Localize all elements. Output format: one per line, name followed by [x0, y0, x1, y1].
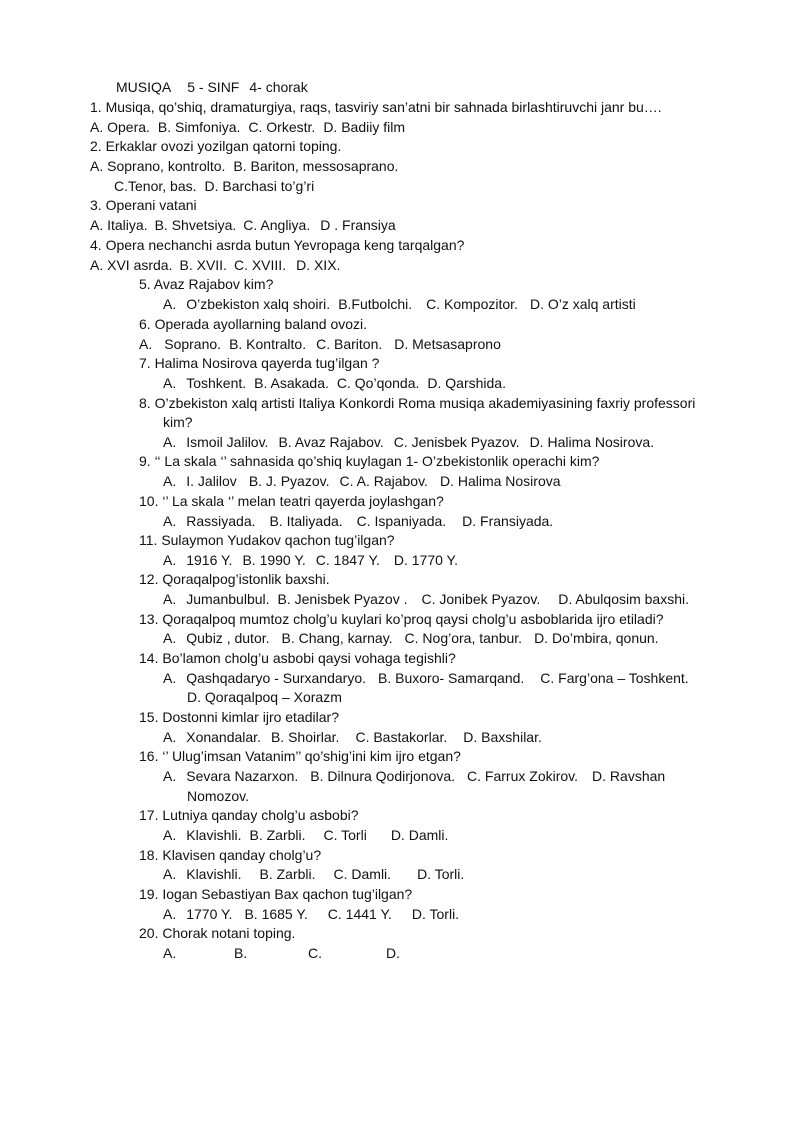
option-letter: A. — [163, 670, 177, 686]
option-b: B.Futbolchi. — [338, 296, 413, 312]
option-letter: A. — [163, 513, 177, 529]
option-c: C. A. Rajabov. — [339, 473, 428, 489]
option-a: Klavishli. — [186, 866, 242, 882]
option-b: B. Chang, karnay. — [281, 630, 393, 646]
answer-options — [163, 295, 636, 314]
option-a: A. Italiya. — [90, 217, 148, 233]
answer-options — [90, 157, 398, 176]
question-text: 2. Erkaklar ovozi yozilgan qatorni toping. — [90, 138, 342, 154]
answer-options — [163, 590, 689, 609]
option-c: C. Bariton. — [316, 336, 383, 352]
option-c: C. — [308, 945, 322, 961]
question-text: 15. Dostonni kimlar ijro etadilar? — [139, 709, 339, 725]
option-d: D. Halima Nosirova — [439, 473, 561, 489]
question-text: 1. Musiqa, qo’shiq, dramaturgiya, raqs, tasviriy san’atni bir sahnada birlashtiruvchi janr bu…. — [90, 99, 662, 115]
option-a: A. Soprano, kontrolto. — [90, 158, 226, 174]
option-d: D. 1770 Y. — [393, 552, 458, 568]
option-b: B. Buxoro- Samarqand. — [378, 670, 525, 686]
subject-title: MUSIQA — [116, 79, 172, 95]
option-letter: A. — [163, 591, 177, 607]
option-d: D. Do’mbira, qonun. — [534, 630, 659, 646]
option-b: B. XVII. — [179, 257, 227, 273]
option-b: B. Bariton, messosaprano. — [233, 158, 399, 174]
question-text: 10. ‘’ La skala ‘’ melan teatri qayerda joylashgan? — [139, 493, 444, 509]
option-a: A. Opera. — [90, 119, 150, 135]
option-c: C. Damli. — [333, 866, 392, 882]
option-a: Jumanbulbul. — [186, 591, 270, 607]
question-text: 20. Chorak notani toping. — [139, 925, 296, 941]
option-b: B. Italiyada. — [269, 513, 343, 529]
option-a: Rassiyada. — [186, 513, 256, 529]
option-letter: A. — [163, 375, 177, 391]
answer-options — [163, 472, 561, 491]
question-text-continued: kim? — [163, 414, 193, 430]
option-letter: A. — [163, 434, 177, 450]
answer-options — [163, 629, 659, 648]
option-d: D. Damli. — [390, 827, 449, 843]
question-text: 13. Qoraqalpoq mumtoz cholg’u kuylari ko’proq qaysi cholg’u asboblarida ijro etiladi? — [139, 611, 664, 627]
option-d: D. Fransiyada. — [462, 513, 554, 529]
answer-options — [114, 177, 314, 196]
answer-options — [163, 433, 654, 452]
answer-options — [90, 216, 396, 235]
option-d: D. Qarshida. — [427, 375, 506, 391]
option-b: B. Asakada. — [254, 375, 329, 391]
answer-options — [163, 374, 506, 393]
option-d: D . Fransiya — [320, 217, 396, 233]
option-b: B. Zarbli. — [249, 827, 306, 843]
option-a: Toshkent. — [186, 375, 247, 391]
option-letter: A. — [163, 552, 177, 568]
answer-options — [163, 669, 689, 688]
option-d: D. Torli. — [411, 906, 460, 922]
option-b: B. Kontralto. — [229, 336, 307, 352]
option-c: C. Farrux Zokirov. — [467, 768, 579, 784]
option-b: B. Shvetsiya. — [154, 217, 237, 233]
answer-options — [163, 767, 665, 786]
option-a: Qashqadaryo - Surxandaryo. — [186, 670, 366, 686]
option-c: C. Kompozitor. — [426, 296, 518, 312]
option-d: D. Ravshan — [592, 768, 666, 784]
answer-options — [90, 118, 405, 137]
answer-options — [163, 551, 458, 570]
option-a: Xonandalar. — [186, 729, 261, 745]
question-text: 4. Opera nechanchi asrda butun Yevropaga keng tarqalgan? — [90, 237, 465, 253]
option-letter: A. — [163, 768, 177, 784]
question-text: 5. Avaz Rajabov kim? — [139, 276, 274, 292]
option-d: D. Barchasi to’g’ri — [204, 178, 315, 194]
option-d: D. XIX. — [296, 257, 341, 273]
option-d: D. Metsasaprono — [394, 336, 501, 352]
option-c: C. Torli — [323, 827, 367, 843]
option-b: B. 1685 Y. — [244, 906, 308, 922]
option-a: Soprano. — [164, 336, 222, 352]
option-d: D. — [386, 945, 400, 961]
question-text: 3. Operani vatani — [90, 197, 197, 213]
option-a: 1770 Y. — [186, 906, 233, 922]
answer-options — [139, 335, 501, 354]
answer-options — [90, 256, 340, 275]
option-b: B. 1990 Y. — [242, 552, 306, 568]
option-d: D. Halima Nosirova. — [529, 434, 655, 450]
option-b: B. — [234, 945, 248, 961]
option-c: C. Farg’ona – Toshkent. — [540, 670, 689, 686]
option-a: A. XVI asrda. — [90, 257, 173, 273]
option-b: B. Simfoniya. — [157, 119, 241, 135]
option-a: O’zbekiston xalq shoiri. — [186, 296, 331, 312]
option-c: C.Tenor, bas. — [114, 178, 197, 194]
option-b: B. Zarbli. — [259, 866, 316, 882]
answer-options — [163, 905, 459, 924]
option-d-continued: Nomozov. — [187, 788, 249, 804]
option-d: D. O’z xalq artisti — [529, 296, 636, 312]
question-text: 12. Qoraqalpog’istonlik baxshi. — [139, 571, 330, 587]
document-header — [116, 78, 308, 97]
option-c: C. Angliya. — [243, 217, 311, 233]
question-text: 7. Halima Nosirova qayerda tug’ilgan ? — [139, 355, 380, 371]
option-b: B. Jenisbek Pyazov . — [277, 591, 408, 607]
answer-options — [163, 512, 553, 531]
option-c: C. Qo’qonda. — [336, 375, 420, 391]
option-a: Ismoil Jalilov. — [186, 434, 269, 450]
option-a: 1916 Y. — [186, 552, 233, 568]
option-a: Klavishli. — [186, 827, 242, 843]
option-b: B. Shoirlar. — [270, 729, 340, 745]
option-d: D. Badiiy film — [323, 119, 405, 135]
option-b: B. Dilnura Qodirjonova. — [310, 768, 456, 784]
option-b: B. J. Pyazov. — [248, 473, 330, 489]
option-a: I. Jalilov — [186, 473, 237, 489]
option-d: D. Baxshilar. — [463, 729, 542, 745]
question-text: 8. O’zbekiston xalq artisti Italiya Konkordi Roma musiqa akademiyasining faxriy professori — [139, 395, 696, 411]
option-letter: A. — [163, 827, 177, 843]
option-letter: A. — [163, 866, 177, 882]
option-c: C. Nog’ora, tanbur. — [404, 630, 523, 646]
question-text: 9. ‘‘ La skala ‘’ sahnasida qo’shiq kuylagan 1- O’zbekistonlik operachi kim? — [139, 453, 600, 469]
option-c: C. Orkestr. — [248, 119, 316, 135]
question-text: 11. Sulaymon Yudakov qachon tug’ilgan? — [139, 532, 395, 548]
grade-label: 5 - SINF — [187, 79, 240, 95]
question-text: 6. Operada ayollarning baland ovozi. — [139, 316, 368, 332]
option-letter: A. — [163, 630, 177, 646]
question-text: 16. ‘’ Ulug’imsan Vatanim’’ qo’shig’ini kim ijro etgan? — [139, 748, 461, 764]
option-a: Sevara Nazarxon. — [186, 768, 299, 784]
option-c: C. Jonibek Pyazov. — [421, 591, 541, 607]
option-c: C. XVIII. — [233, 257, 287, 273]
option-letter: A. — [163, 729, 177, 745]
question-text: 18. Klavisen qanday cholg’u? — [139, 847, 322, 863]
option-d: D. Torli. — [417, 866, 465, 882]
question-text: 17. Lutniya qanday cholg’u asbobi? — [139, 807, 359, 823]
option-c: C. 1847 Y. — [315, 552, 380, 568]
answer-options — [163, 728, 542, 747]
option-b: B. Avaz Rajabov. — [278, 434, 384, 450]
option-c: C. Ispaniyada. — [356, 513, 447, 529]
option-a: Qubiz , dutor. — [186, 630, 270, 646]
option-letter: A. — [139, 336, 153, 352]
question-text: 19. Iogan Sebastiyan Bax qachon tug’ilgan? — [139, 886, 413, 902]
option-c: C. Bastakorlar. — [355, 729, 448, 745]
answer-options — [163, 865, 464, 884]
answer-options — [163, 826, 448, 845]
option-c: C. Jenisbek Pyazov. — [393, 434, 520, 450]
option-d: D. Abulqosim baxshi. — [558, 591, 689, 607]
question-text: 14. Bo’lamon cholg’u asbobi qaysi vohaga tegishli? — [139, 650, 456, 666]
option-d: D. Qoraqalpoq – Xorazm — [187, 689, 342, 705]
option-c: C. 1441 Y. — [327, 906, 392, 922]
option-letter: A. — [163, 473, 177, 489]
option-letter: A. — [163, 296, 177, 312]
quarter-label: 4- chorak — [249, 79, 308, 95]
option-a: A. — [163, 945, 177, 961]
option-letter: A. — [163, 906, 177, 922]
